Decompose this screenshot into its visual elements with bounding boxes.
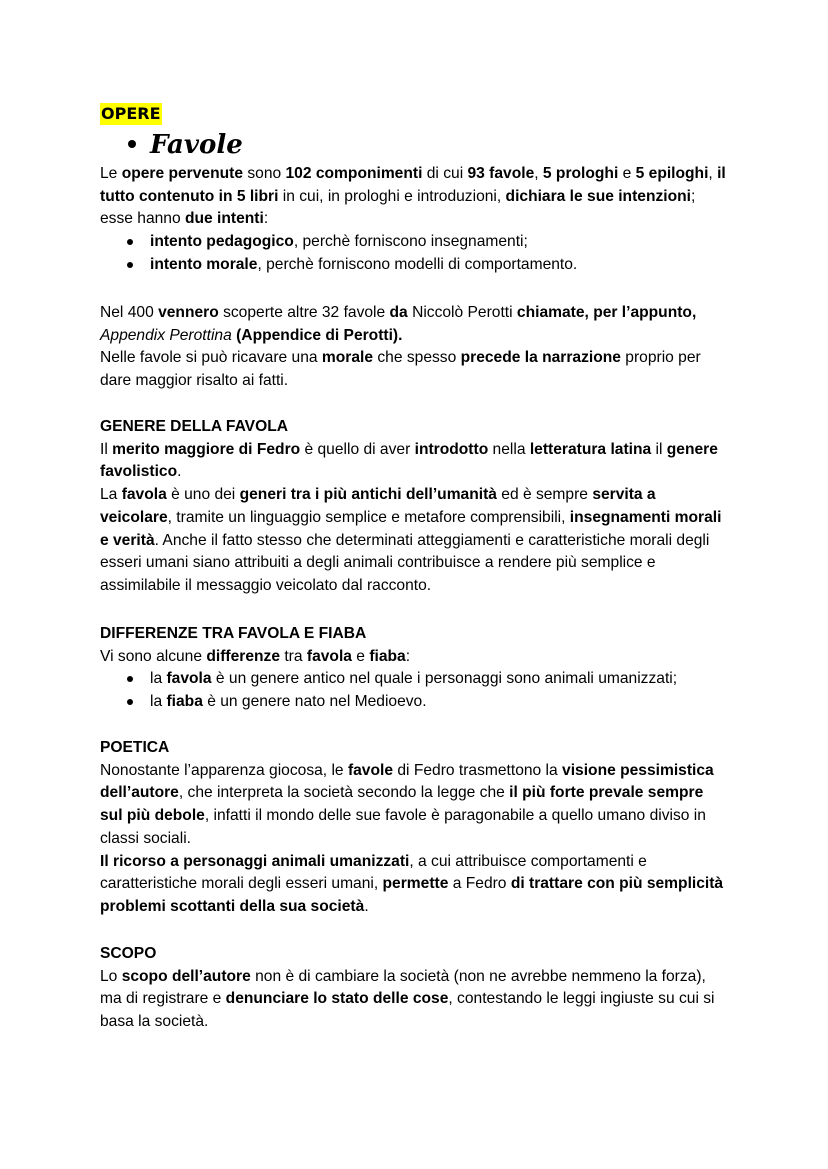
text-run: non è di cambiare la società (non ne avrebbe nemmeno la forza), ma di registrare e (100, 967, 706, 1008)
text-run: Nel 400 (100, 304, 154, 321)
bullet-icon (128, 140, 136, 148)
bold-text: favole (347, 761, 394, 779)
heading-opere: OPERE (101, 104, 161, 123)
text-run: . Anche il fatto stesso che determinati atteggiamenti e caratteristiche morali degli esseri umani siano attribuiti a degli animali contribuisce a rendere più semplice e assimilabile il messaggio veicolato dal racconto. (100, 531, 710, 594)
bold-text: il più forte prevale sempre sul più debole (100, 784, 704, 825)
text-run: . (364, 897, 369, 915)
text-run: a Fedro (448, 875, 511, 893)
text-run: nella (488, 440, 530, 458)
text-run: , contestando le leggi ingiuste su cui si basa la società. (100, 990, 715, 1031)
genere-paragraph-2 (100, 484, 730, 598)
list-item-bold: intento pedagogico (150, 233, 294, 251)
bold-text: il tutto contenuto in 5 libri (100, 165, 726, 205)
list-item-pre: la (150, 693, 167, 711)
list-item-text: è un genere antico nel quale i personaggi sono animali umanizzati; (211, 670, 678, 688)
bold-text: precede la narrazione (460, 349, 621, 367)
bold-text: generi tra i più antichi dell’umanità (239, 486, 497, 504)
text-run: tra (280, 647, 307, 665)
genere-paragraph-1 (100, 439, 730, 484)
text-run: il (651, 440, 667, 458)
bold-text: scopo dell’autore (121, 967, 251, 985)
scopo-paragraph (100, 966, 730, 1034)
text-run: Niccolò Perotti (412, 304, 513, 321)
text-run: proprio per dare maggior risalto ai fatti. (100, 349, 701, 390)
bold-text: insegnamenti morali e verità (100, 508, 722, 549)
bold-text: due intenti (184, 210, 264, 228)
text-run: è quello di aver (300, 440, 415, 458)
list-item (100, 231, 730, 254)
bold-text: di trattare con più semplicità problemi scottanti della sua società (100, 875, 724, 915)
bold-text: 5 epiloghi (635, 165, 709, 182)
bold-text: favola (121, 486, 167, 504)
text-run: è uno dei (166, 486, 240, 504)
text-run: in cui, in prologhi e introduzioni, (278, 187, 506, 205)
genere-section (100, 416, 730, 598)
text-run: , (708, 165, 718, 182)
list-item (100, 668, 730, 691)
bold-text: letteratura latina (529, 440, 652, 458)
bold-text: visione pessimistica dell’autore (100, 761, 714, 802)
text-run: scoperte altre 32 favole (223, 304, 386, 321)
list-item-bold: favola (166, 670, 212, 688)
text-run: , a cui attribuisce comportamenti e caratteristiche morali degli esseri umani, (100, 852, 647, 893)
list-item-bold: intento morale (150, 255, 258, 273)
bold-text: differenze (206, 647, 281, 665)
italic-text: Appendix Perottina (100, 326, 232, 344)
bold-text: servita a veicolare (100, 486, 656, 526)
favole-title-text: Favole (150, 130, 243, 160)
bold-text: dichiara le sue intenzioni (505, 187, 691, 205)
text-run: Nonostante l’apparenza giocosa, le (100, 761, 348, 779)
list-item-pre: la (150, 670, 167, 688)
text-run: Il (100, 440, 113, 458)
section-title: SCOPO (100, 945, 157, 962)
bold-text: introdotto (414, 440, 489, 458)
intro-paragraph (100, 163, 730, 231)
section-title: GENERE DELLA FAVOLA (100, 418, 288, 435)
bold-text: opere pervenute (121, 165, 244, 182)
text-run: Lo (100, 967, 122, 985)
bold-text: denunciare lo stato delle cose (225, 990, 449, 1008)
bold-text: vennero (153, 304, 224, 321)
bold-text: 93 favole (467, 165, 535, 182)
intro-section (100, 163, 730, 277)
scopo-section (100, 943, 730, 1034)
bold-text: merito maggiore di Fedro (112, 440, 301, 458)
text-run: . (177, 463, 182, 481)
list-item (100, 254, 730, 277)
list-item-text: è un genere nato nel Medioevo. (202, 693, 427, 711)
text-run: di Fedro trasmettono la (393, 761, 563, 779)
bold-text: 5 prologhi (542, 165, 619, 182)
text-run: Le (100, 165, 122, 182)
list-item-text: , perchè forniscono modelli di comportamento. (257, 255, 578, 273)
text-run: e (618, 165, 636, 182)
favole-title (128, 128, 243, 162)
poetica-section (100, 737, 730, 919)
poetica-paragraph-2 (100, 851, 730, 919)
text-run: , che interpreta la società secondo la legge che (178, 784, 510, 802)
text-run: , (534, 165, 543, 182)
text-run: La (100, 486, 122, 504)
text-run: sono (243, 165, 286, 182)
bold-text: 102 componimenti (285, 165, 423, 182)
differenze-list (100, 668, 730, 713)
bold-text: genere favolistico (100, 440, 718, 481)
text-run: che spesso (373, 349, 461, 367)
differenze-paragraph (100, 646, 730, 669)
bold-text: fiaba (369, 647, 406, 665)
text-run: Vi sono alcune (100, 647, 207, 665)
poetica-paragraph-1 (100, 760, 730, 851)
text-run: : (263, 210, 269, 228)
text-run: ; esse hanno (100, 187, 696, 228)
perotti-section (100, 302, 730, 393)
bold-text: (Appendice di Perotti). (231, 326, 403, 344)
text-run: , tramite un linguaggio semplice e metafore comprensibili, (167, 508, 570, 526)
text-run: : (405, 647, 411, 665)
text-run: e (351, 647, 370, 665)
bold-text: Il ricorso a personaggi animali umanizzati (100, 852, 410, 870)
list-item-bold: fiaba (166, 693, 203, 711)
differenze-section (100, 623, 730, 714)
perotti-paragraph (100, 302, 730, 347)
bold-text: permette (382, 875, 449, 893)
intenti-list (100, 231, 730, 276)
text-run: , infatti il mondo delle sue favole è paragonabile a quello umano diviso in classi sociali. (100, 807, 706, 847)
bold-text: da (385, 304, 413, 321)
bold-text: chiamate, per l’appunto, (512, 304, 697, 321)
text-run: di cui (422, 165, 468, 182)
section-title: DIFFERENZE TRA FAVOLA E FIABA (100, 625, 367, 642)
text-run: Nelle favole si può ricavare una (100, 349, 322, 367)
bold-text: favola (306, 647, 352, 665)
list-item-text: , perchè forniscono insegnamenti; (293, 233, 528, 251)
text-run: ed è sempre (496, 486, 593, 504)
bold-text: morale (321, 349, 374, 367)
list-item (100, 691, 730, 714)
morale-paragraph (100, 347, 730, 392)
section-title: POETICA (100, 739, 170, 756)
